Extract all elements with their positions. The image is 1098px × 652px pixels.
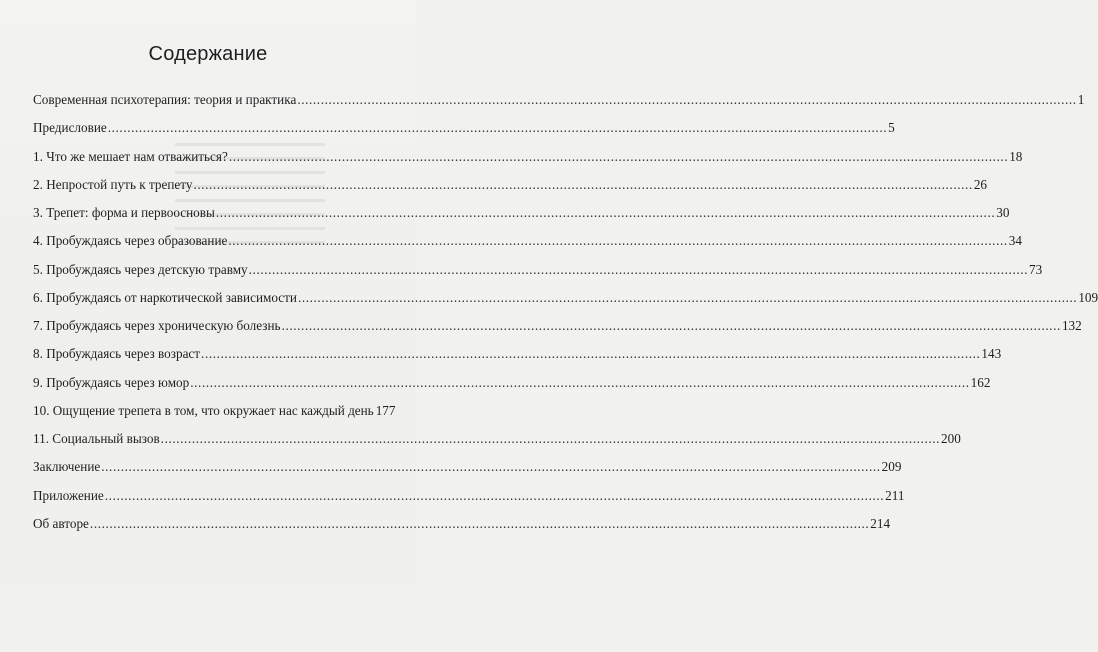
- toc-entry-title: Современная психотерапия: теория и практика: [33, 92, 297, 107]
- toc-entry-title: 4. Пробуждаясь через образование: [33, 233, 228, 249]
- toc-entry-title: 8. Пробуждаясь через возраст: [33, 346, 201, 362]
- toc-leader-dots: ........................................................................................................................................................................................................: [297, 92, 1077, 107]
- toc-leader-dots: ........................................................................................................................................................................................................: [107, 120, 888, 136]
- toc-entry-page-number: 214: [870, 515, 891, 531]
- toc-entry: [33, 431, 961, 459]
- table-of-contents: [33, 92, 1098, 544]
- toc-entry-page-number: 18: [1009, 148, 1023, 164]
- toc-entry-page-number: 30: [996, 205, 1010, 220]
- toc-entry: [33, 487, 905, 516]
- toc-leader-dots: ........................................................................................................................................................................................................: [160, 431, 941, 446]
- toc-entry-page-number: 200: [941, 431, 961, 446]
- toc-entry-title: 6. Пробуждаясь от наркотической зависимости: [33, 289, 297, 305]
- toc-entry-title: 2. Непростой путь к трепету: [33, 176, 193, 192]
- toc-entry: [33, 346, 1002, 374]
- toc-entry-title: 3. Трепет: форма и первоосновы: [33, 205, 215, 220]
- toc-entry-title: 10. Ощущение трепета в том, что окружает нас каждый день: [33, 402, 374, 418]
- toc-leader-dots: ........................................................................................................................................................................................................: [215, 205, 996, 220]
- toc-entry-page-number: 132: [1061, 318, 1082, 333]
- toc-leader-dots: ........................................................................................................................................................................................................: [297, 289, 1078, 305]
- toc-entry-page-number: 143: [981, 346, 1002, 362]
- toc-entry: [33, 176, 987, 205]
- toc-leader-dots: ........................................................................................................................................................................................................: [104, 487, 885, 503]
- toc-entry-title: Заключение: [33, 459, 101, 475]
- toc-entry-page-number: 209: [881, 459, 902, 475]
- toc-entry-title: 11. Социальный вызов: [33, 431, 160, 446]
- toc-leader-dots: ........................................................................................................................................................................................................: [281, 318, 1061, 333]
- toc-leader-dots: ........................................................................................................................................................................................................: [201, 346, 981, 362]
- page-title: Содержание: [148, 43, 268, 65]
- toc-leader-dots: ........................................................................................................................................................................................................: [190, 374, 970, 390]
- toc-entry-page-number: 162: [970, 374, 991, 390]
- toc-entry-title: Предисловие: [33, 120, 107, 136]
- toc-entry: [33, 233, 1022, 261]
- toc-entry-title: 9. Пробуждаясь через юмор: [33, 374, 190, 390]
- toc-entry-title: Приложение: [33, 487, 104, 503]
- toc-entry: [33, 92, 1085, 120]
- toc-entry: [33, 515, 891, 544]
- toc-entry-title: 1. Что же мешает нам отважиться?: [33, 148, 228, 164]
- toc-entry-page-number: 1: [1077, 92, 1085, 107]
- toc-leader-dots: ........................................................................................................................................................................................................: [228, 233, 1008, 249]
- toc-entry-page-number: 109: [1078, 289, 1098, 305]
- toc-entry-page-number: 34: [1008, 233, 1022, 249]
- toc-entry: [33, 148, 1023, 177]
- toc-entry-page-number: 177: [375, 402, 396, 418]
- toc-entry-title: 5. Пробуждаясь через детскую травму: [33, 261, 248, 277]
- toc-entry: [33, 261, 1043, 290]
- toc-entry-page-number: 73: [1029, 261, 1043, 277]
- toc-entry-title: 7. Пробуждаясь через хроническую болезнь: [33, 318, 281, 333]
- toc-leader-dots: ........................................................................................................................................................................................................: [101, 459, 881, 475]
- toc-leader-dots: ........................................................................................................................................................................................................: [193, 176, 973, 192]
- toc-leader-dots: ........................................................................................................................................................................................................: [248, 261, 1029, 277]
- toc-entry: [33, 205, 1010, 233]
- toc-leader-dots: ........................................................................................................................................................................................................: [228, 148, 1009, 164]
- toc-entry: [33, 374, 991, 403]
- toc-leader-dots: ........................................................................................................................................................................................................: [89, 515, 870, 531]
- toc-entry: [33, 120, 895, 148]
- toc-entry-page-number: 211: [885, 487, 905, 503]
- toc-entry-page-number: 26: [973, 176, 987, 192]
- toc-entry-title: Об авторе: [33, 515, 89, 531]
- toc-entry-page-number: 5: [888, 120, 895, 136]
- toc-entry: [33, 318, 1082, 346]
- toc-entry: [33, 459, 902, 487]
- toc-entry: [33, 402, 396, 431]
- toc-entry: [33, 289, 1098, 318]
